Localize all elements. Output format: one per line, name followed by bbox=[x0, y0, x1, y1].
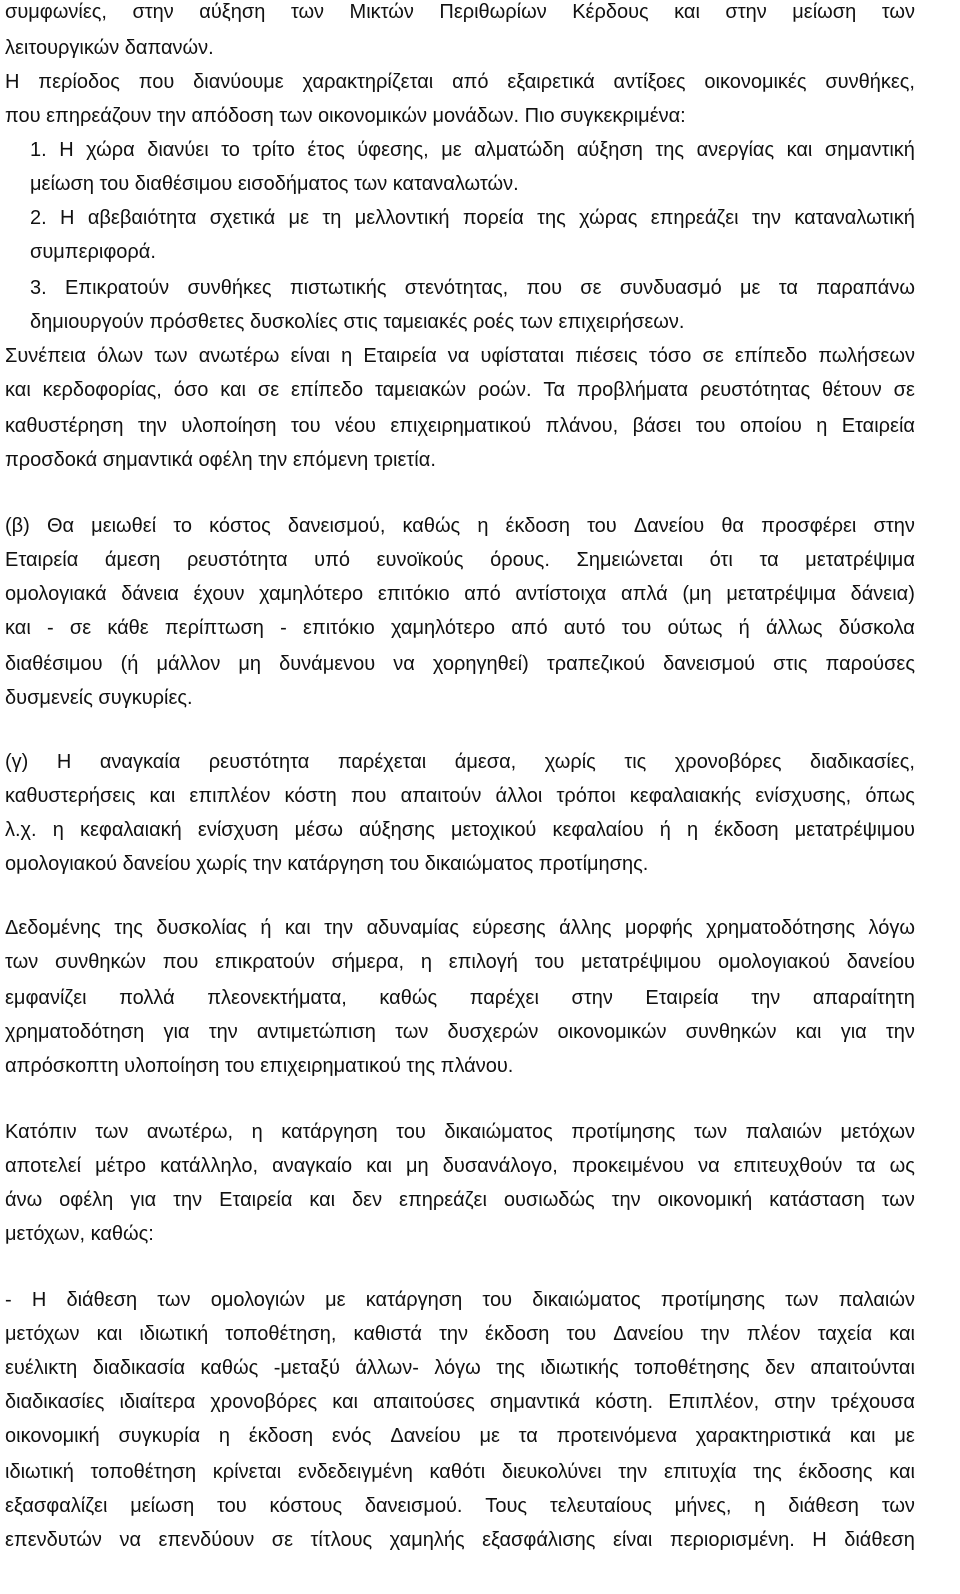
text-line: αποτελεί μέτρο κατάλληλο, αναγκαίο και μη δυσανάλογο, προκειμένου να επιτευχθούν τα ως bbox=[5, 1155, 915, 1177]
text-line: επενδυτών να επενδύουν σε τίτλους χαμηλής εξασφάλισης είναι περιορισμένη. Η διάθεση bbox=[5, 1529, 915, 1551]
text-line: δυσμενείς συγκυρίες. bbox=[5, 687, 193, 709]
text-line: Κατόπιν των ανωτέρω, η κατάργηση του δικαιώματος προτίμησης των παλαιών μετόχων bbox=[5, 1121, 915, 1143]
text-line: χρηματοδότηση για την αντιμετώπιση των δυσχερών οικονομικών συνθηκών και για την bbox=[5, 1021, 915, 1043]
text-line: Συνέπεια όλων των ανωτέρω είναι η Εταιρεία να υφίσταται πιέσεις τόσο σε επίπεδο πωλήσεων bbox=[5, 345, 915, 367]
text-line: και κερδοφορίας, όσο και σε επίπεδο ταμειακών ροών. Τα προβλήματα ρευστότητας θέτουν σε bbox=[5, 379, 915, 401]
text-line: εξασφαλίζει μείωση του κόστους δανεισμού. Τους τελευταίους μήνες, η διάθεση των bbox=[5, 1495, 915, 1517]
text-line: ευέλικτη διαδικασία καθώς -μεταξύ άλλων- λόγω της ιδιωτικής τοποθέτησης δεν απαιτούνται bbox=[5, 1357, 915, 1379]
text-line: συμφωνίες, στην αύξηση των Μικτών Περιθωρίων Κέρδους και στην μείωση των bbox=[5, 1, 915, 23]
text-line: των συνθηκών που επικρατούν σήμερα, η επιλογή του μετατρέψιμου ομολογιακού δανείου bbox=[5, 951, 915, 973]
text-line: προσδοκά σημαντικά οφέλη την επόμενη τριετία. bbox=[5, 449, 436, 471]
text-line: ομολογιακού δανείου χωρίς την κατάργηση του δικαιώματος προτίμησης. bbox=[5, 853, 649, 875]
text-line: μετόχων, καθώς: bbox=[5, 1223, 154, 1245]
text-line: και - σε κάθε περίπτωση - επιτόκιο χαμηλότερο από αυτό του ούτως ή άλλως δύσκολα bbox=[5, 617, 915, 639]
text-line: εμφανίζει πολλά πλεονεκτήματα, καθώς παρέχει στην Εταιρεία την απαραίτητη bbox=[5, 987, 915, 1009]
text-line: (β) Θα μειωθεί το κόστος δανεισμού, καθώς η έκδοση του Δανείου θα προσφέρει στην bbox=[5, 515, 915, 537]
text-line: λειτουργικών δαπανών. bbox=[5, 37, 214, 59]
text-line: μετόχων και ιδιωτική τοποθέτηση, καθιστά την έκδοση του Δανείου την πλέον ταχεία και bbox=[5, 1323, 915, 1345]
text-line: ομολογιακά δάνεια έχουν χαμηλότερο επιτόκιο από αντίστοιχα απλά (μη μετατρέψιμα δάνεια) bbox=[5, 583, 915, 605]
text-line: 3. Επικρατούν συνθήκες πιστωτικής στενότητας, που σε συνδυασμό με τα παραπάνω bbox=[30, 277, 915, 299]
text-line: καθυστερήσεις και επιπλέον κόστη που απαιτούν άλλοι τρόποι κεφαλαιακής ενίσχυσης, όπως bbox=[5, 785, 915, 807]
text-line: 1. Η χώρα διανύει το τρίτο έτος ύφεσης, με αλματώδη αύξηση της ανεργίας και σημαντική bbox=[30, 139, 915, 161]
text-line: - Η διάθεση των ομολογιών με κατάργηση του δικαιώματος προτίμησης των παλαιών bbox=[5, 1289, 915, 1311]
text-line: Η περίοδος που διανύουμε χαρακτηρίζεται από εξαιρετικά αντίξοες οικονομικές συνθήκες, bbox=[5, 71, 915, 93]
text-line: που επηρεάζουν την απόδοση των οικονομικών μονάδων. Πιο συγκεκριμένα: bbox=[5, 105, 686, 127]
text-line: 2. Η αβεβαιότητα σχετικά με τη μελλοντική πορεία της χώρας επηρεάζει την καταναλωτική bbox=[30, 207, 915, 229]
text-line: διαθέσιμου (ή μάλλον μη δυνάμενου να χορηγηθεί) τραπεζικού δανεισμού στις παρούσες bbox=[5, 653, 915, 675]
text-line: διαδικασίες ιδιαίτερα χρονοβόρες και απαιτούσες σημαντικά κόστη. Επιπλέον, στην τρέχουσα bbox=[5, 1391, 915, 1413]
text-line: Εταιρεία άμεση ρευστότητα υπό ευνοϊκούς όρους. Σημειώνεται ότι τα μετατρέψιμα bbox=[5, 549, 915, 571]
text-line: (γ) Η αναγκαία ρευστότητα παρέχεται άμεσα, χωρίς τις χρονοβόρες διαδικασίες, bbox=[5, 751, 915, 773]
text-line: οικονομική συγκυρία η έκδοση ενός Δανείου με τα προτεινόμενα χαρακτηριστικά και με bbox=[5, 1425, 915, 1447]
text-line: απρόσκοπτη υλοποίηση του επιχειρηματικού της πλάνου. bbox=[5, 1055, 514, 1077]
text-line: λ.χ. η κεφαλαιακή ενίσχυση μέσω αύξησης μετοχικού κεφαλαίου ή η έκδοση μετατρέψιμου bbox=[5, 819, 915, 841]
text-line: ιδιωτική τοποθέτηση κρίνεται ενδεδειγμένη καθότι διευκολύνει την επιτυχία της έκδοσης και bbox=[5, 1461, 915, 1483]
text-line: άνω οφέλη για την Εταιρεία και δεν επηρεάζει ουσιωδώς την οικονομική κατάσταση των bbox=[5, 1189, 915, 1211]
text-line: καθυστέρηση την υλοποίηση του νέου επιχειρηματικού πλάνου, βάσει του οποίου η Εταιρεία bbox=[5, 415, 915, 437]
text-line: Δεδομένης της δυσκολίας ή και την αδυναμίας εύρεσης άλλης μορφής χρηματοδότησης λόγω bbox=[5, 917, 915, 939]
text-line: δημιουργούν πρόσθετες δυσκολίες στις ταμειακές ροές των επιχειρήσεων. bbox=[30, 311, 685, 333]
text-line: συμπεριφορά. bbox=[30, 241, 156, 263]
text-line: μείωση του διαθέσιμου εισοδήματος των καταναλωτών. bbox=[30, 173, 519, 195]
